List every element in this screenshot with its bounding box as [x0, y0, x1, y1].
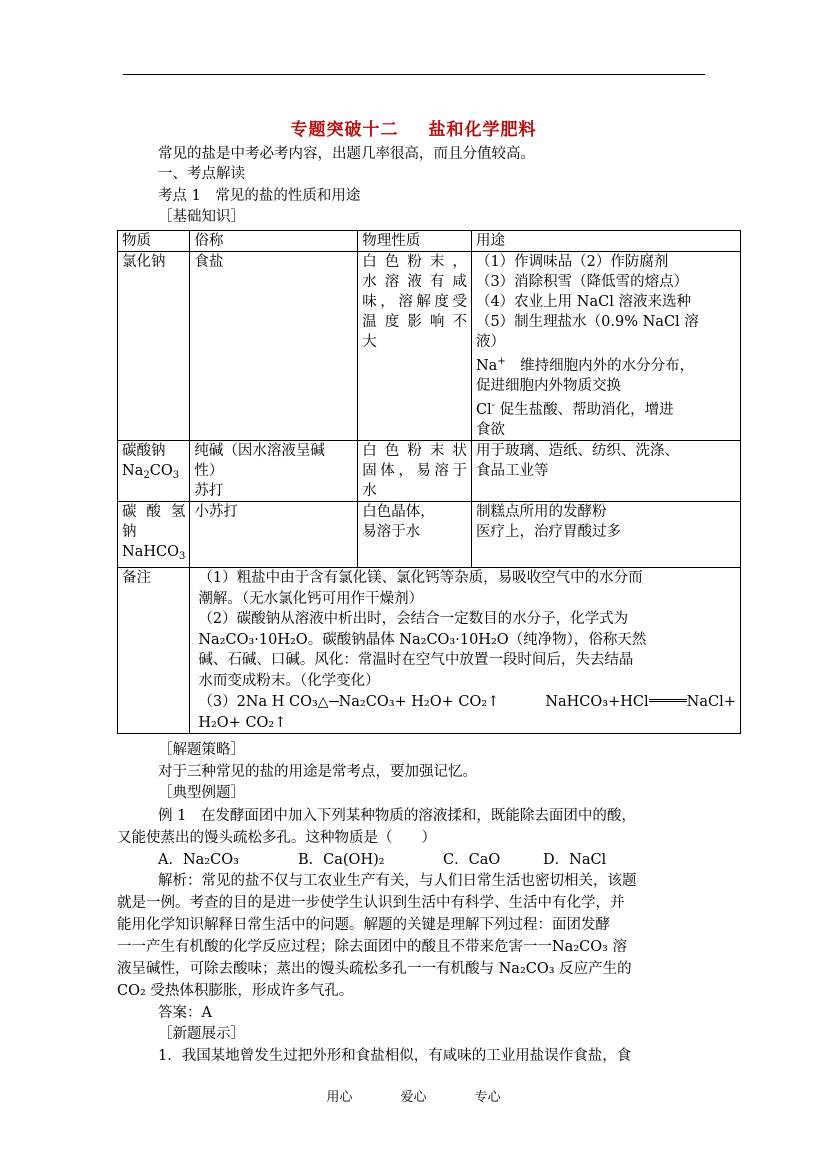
formula-part: Na: [122, 463, 144, 479]
option-d: D．NaCl: [543, 852, 607, 868]
phys-line: 固体，易溶于: [362, 463, 467, 479]
name-line: 钠: [122, 524, 137, 540]
phys-line: 白色粉末状: [362, 443, 467, 459]
use-line: 食品工业等: [475, 463, 549, 479]
common-line: 纯碱（因水溶液呈碱: [194, 443, 325, 459]
salts-table: [117, 230, 741, 734]
equals-double-line-icon: [649, 691, 687, 702]
na-ion-line: [476, 352, 736, 376]
equation-part: Na₂CO₃+ H₂O+ CO₂↑: [338, 694, 500, 710]
note-line: H₂O+ CO₂↑: [198, 714, 287, 731]
name-line: 碳酸氢: [122, 504, 186, 520]
use-line: 促进细胞内外物质交换: [475, 378, 621, 394]
strategy-label: ［解题策略］: [158, 742, 245, 758]
example-label: ［典型例题］: [158, 785, 245, 801]
analysis-line: 就是一例。考查的目的是进一步使学生认识到生活中有科学、生活中有化学，并: [117, 895, 625, 911]
formula-part: NaHCO: [122, 544, 179, 560]
note-line: 水而变成粉末。（化学变化）: [198, 672, 380, 689]
cell-nahco3-common: 小苏打: [190, 502, 358, 568]
option-c: C．CaO: [443, 852, 501, 868]
formula-sub: 3: [172, 470, 180, 481]
phys-line: 白色粉末，: [362, 254, 467, 270]
use-line: 液）: [475, 334, 505, 350]
point-heading: 考点 1 常见的盐的性质和用途: [158, 188, 361, 204]
footer-word: 爱心: [400, 1090, 427, 1105]
section-heading: 一、考点解读: [158, 166, 245, 182]
use-line: 制糕点所用的发酵粉: [475, 504, 607, 520]
heat-triangle-icon: △: [317, 694, 329, 710]
common-line: 苏打: [194, 483, 224, 499]
use-line: （5）制生理盐水（0.9% NaCl 溶: [475, 314, 699, 330]
equation-line-icon: [329, 701, 339, 702]
answer-text: 答案：A: [158, 1005, 212, 1021]
footer-word: 专心: [474, 1090, 501, 1105]
phys-line: 大: [362, 334, 377, 350]
cell-notes-label: 备注: [118, 568, 190, 734]
basic-label: ［基础知识］: [158, 209, 245, 225]
table-header: 物理性质: [358, 231, 472, 252]
cell-na2co3-common: [190, 441, 358, 502]
table-header: 物质: [118, 231, 190, 252]
example-line: 又能使蒸出的馒头疏松多孔。这种物质是（ ）: [117, 830, 436, 846]
footer-word: 用心: [326, 1090, 353, 1105]
cl-text: 促生盐酸、帮助消化，增进: [495, 402, 674, 418]
equation-part: NaHCO₃+HCl: [545, 694, 649, 710]
strategy-text: 对于三种常见的盐的用途是常考点，要加强记忆。: [158, 764, 477, 780]
table-row: [118, 502, 741, 568]
na-ion: Na: [475, 358, 498, 374]
phys-line: 水: [362, 483, 377, 499]
example-line: 例 1 在发酵面团中加入下列某种物质的溶液揉和，既能除去面团中的酸，: [158, 808, 636, 824]
intro-text: 常见的盐是中考必考内容，出题几率很高，而且分值较高。: [158, 146, 535, 162]
new-label: ［新题展示］: [158, 1026, 245, 1042]
use-line: （4）农业上用 NaCl 溶液来选种: [475, 294, 691, 310]
formula: [122, 461, 185, 486]
title-part1: 专题突破十二: [290, 120, 399, 140]
cl-ion-line: [476, 396, 736, 420]
formula-sub: 2: [143, 470, 150, 481]
page-footer: [0, 1086, 827, 1105]
analysis-line: 解析：常见的盐不仅与工农业生产有关，与人们日常生活也密切相关，该题: [158, 873, 637, 889]
table-row: [118, 568, 741, 734]
na-text: 维持细胞内外的水分分布，: [505, 358, 695, 374]
note-line: 碱、石碱、口碱。风化：常温时在空气中放置一段时间后，失去结晶: [198, 652, 634, 668]
phys-line: 白色晶体，: [362, 504, 435, 520]
note-line: （2）碳酸钠从溶液中析出时，会结合一定数目的水分子，化学式为: [198, 611, 629, 627]
cell-nahco3-use: [471, 502, 740, 568]
cl-charge: -: [491, 400, 496, 411]
cl-ion: Cl: [475, 402, 492, 418]
cell-na2co3-use: [471, 441, 740, 502]
table-header-row: [118, 231, 741, 252]
use-line: 食欲: [475, 422, 505, 438]
option-a: A．Na₂CO₃: [158, 852, 239, 868]
note-line: （1）粗盐中由于含有氯化镁、氯化钙等杂质，易吸收空气中的水分而: [198, 570, 643, 586]
equation-part: NaCl+: [686, 694, 736, 710]
title-part2: 盐和化学肥料: [428, 120, 537, 140]
note-line: 潮解。（无水氯化钙可用作干燥剂）: [198, 590, 424, 607]
note-line: Na₂CO₃·10H₂O。碳酸钠晶体 Na₂CO₃·10H₂O（纯净物），俗称天然: [198, 631, 647, 648]
cell-nacl-name: 氯化钠: [118, 252, 190, 441]
phys-line: 温度影响不: [362, 314, 467, 330]
cell-nacl-phys: [358, 252, 472, 441]
use-line: 医疗上，治疗胃酸过多: [475, 524, 621, 540]
analysis-line: CO₂ 受热体积膨胀，形成许多气孔。: [117, 983, 354, 999]
use-line: （1）作调味品（2）作防腐剂: [475, 254, 669, 270]
equation-part: （3）2Na H CO₃: [198, 694, 318, 710]
name-line: 碳酸钠: [122, 443, 166, 459]
phys-line: 味，溶解度受: [362, 294, 467, 310]
table-row: [118, 252, 741, 441]
analysis-line: 液呈碱性，可除去酸味；蒸出的馒头疏松多孔一一有机酸与 Na₂CO₃ 反应产生的: [117, 961, 632, 977]
cell-na2co3-phys: [358, 441, 472, 502]
cell-na2co3-name: [118, 441, 190, 502]
cell-nacl-use: [471, 252, 740, 441]
header-rule: [123, 74, 705, 75]
na-charge: +: [497, 356, 506, 367]
cell-nacl-common: 食盐: [190, 252, 358, 441]
use-line: （3）消除积雪（降低雪的熔点）: [475, 274, 689, 290]
page-title: [0, 115, 827, 140]
phys-line: 水溶液有咸: [362, 274, 467, 290]
phys-line: 易溶于水: [362, 524, 421, 540]
cell-notes: [190, 568, 741, 734]
use-line: 用于玻璃、造纸、纺织、洗涤、: [475, 443, 679, 459]
option-b: B．Ca(OH)₂: [298, 852, 385, 868]
cell-nahco3-name: [118, 502, 190, 568]
formula: [122, 542, 185, 567]
analysis-line: 能用化学知识解释日常生活中的问题。解题的关键是理解下列过程：面团发酵: [117, 917, 610, 933]
table-header: 俗称: [190, 231, 358, 252]
question-line: 1．我国某地曾发生过把外形和食盐相似，有咸味的工业用盐误作食盐，食: [158, 1048, 632, 1064]
formula-part: CO: [149, 463, 173, 479]
table-row: [118, 441, 741, 502]
analysis-line: 一一产生有机酸的化学反应过程；除去面团中的酸且不带来危害一一Na₂CO₃ 溶: [117, 939, 628, 955]
table-header: 用途: [471, 231, 740, 252]
formula-sub: 3: [178, 551, 186, 562]
common-line: 性）: [194, 463, 224, 479]
cell-nahco3-phys: [358, 502, 472, 568]
note-equation-line: [198, 691, 736, 713]
